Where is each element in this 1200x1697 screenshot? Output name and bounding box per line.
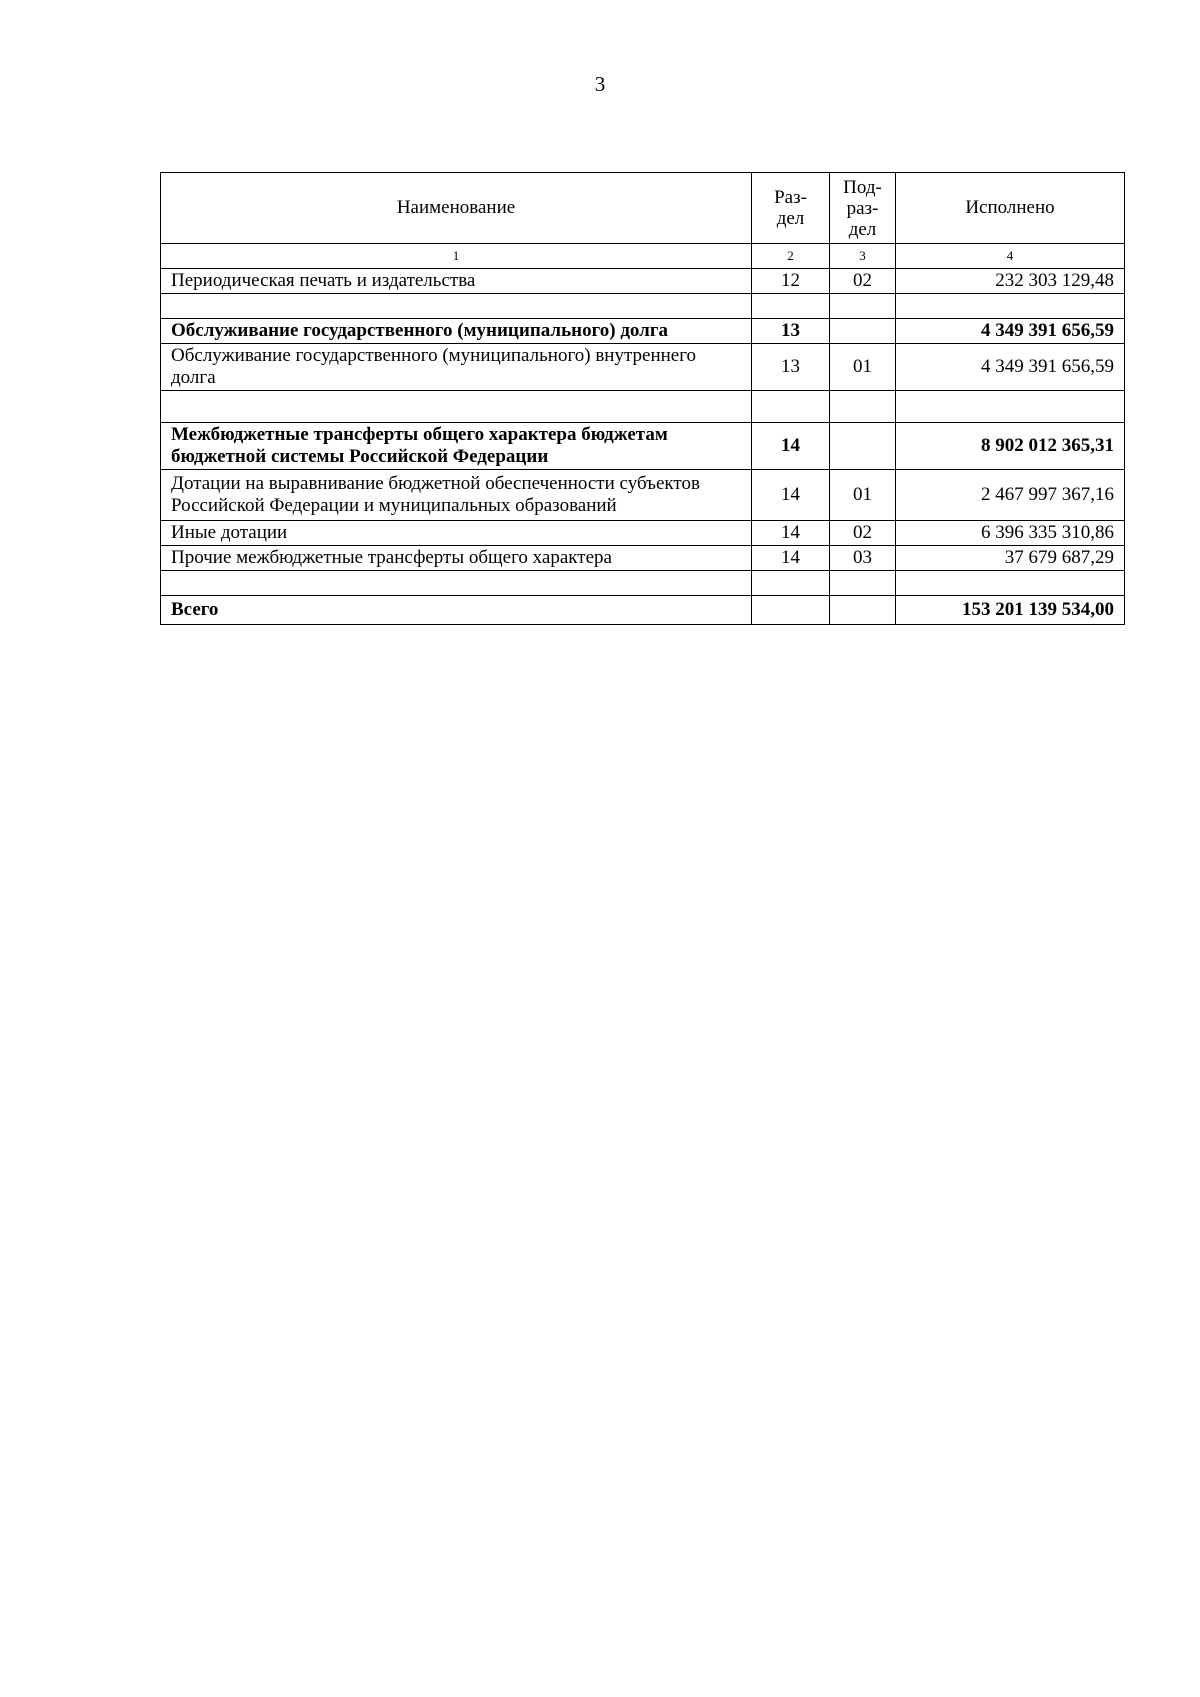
empty-cell	[752, 294, 830, 319]
row-amount: 4 349 391 656,59	[896, 344, 1125, 391]
row-razdel: 14	[752, 521, 830, 546]
empty-cell	[161, 294, 752, 319]
column-number: 3	[830, 244, 896, 269]
header-name: Наименование	[161, 173, 752, 244]
table-row	[161, 344, 1125, 391]
empty-row	[161, 294, 1125, 319]
header-razdel-line2: дел	[776, 208, 805, 229]
row-name: Межбюджетные трансферты общего характера бюджетам бюджетной системы Российской Федерации	[161, 423, 752, 470]
row-podrazdel: 01	[830, 344, 896, 391]
row-razdel: 13	[752, 319, 830, 344]
row-name: Обслуживание государственного (муниципального) внутреннего долга	[161, 344, 752, 391]
table-row-section	[161, 423, 1125, 470]
row-podrazdel: 02	[830, 521, 896, 546]
header-podrazdel-line3: дел	[848, 218, 877, 240]
row-razdel: 14	[752, 470, 830, 521]
row-name: Иные дотации	[161, 521, 752, 546]
empty-row	[161, 391, 1125, 423]
row-amount: 232 303 129,48	[896, 269, 1125, 294]
row-amount: 6 396 335 310,86	[896, 521, 1125, 546]
row-amount: 8 902 012 365,31	[896, 423, 1125, 470]
header-podrazdel	[830, 173, 896, 244]
column-number: 4	[896, 244, 1125, 269]
row-podrazdel: 01	[830, 470, 896, 521]
row-razdel: 13	[752, 344, 830, 391]
empty-cell	[830, 571, 896, 596]
table-row	[161, 521, 1125, 546]
total-amount: 153 201 139 534,00	[896, 596, 1125, 625]
header-razdel-line1: Раз-	[774, 187, 807, 208]
column-number: 2	[752, 244, 830, 269]
row-podrazdel	[830, 319, 896, 344]
empty-cell	[752, 596, 830, 625]
empty-cell	[830, 596, 896, 625]
row-razdel: 12	[752, 269, 830, 294]
header-podrazdel-line1: Под-	[843, 176, 882, 198]
header-amount: Исполнено	[896, 173, 1125, 244]
table-row-section	[161, 319, 1125, 344]
total-label: Всего	[161, 596, 752, 625]
table-row	[161, 546, 1125, 571]
table-row	[161, 269, 1125, 294]
row-razdel: 14	[752, 546, 830, 571]
total-row	[161, 596, 1125, 625]
row-name: Дотации на выравнивание бюджетной обеспеченности субъектов Российской Федерации и муниципальных образований	[161, 470, 752, 521]
page-number: 3	[594, 72, 606, 96]
column-number: 1	[161, 244, 752, 269]
row-amount: 4 349 391 656,59	[896, 319, 1125, 344]
row-amount: 37 679 687,29	[896, 546, 1125, 571]
header-podrazdel-line2: раз-	[846, 197, 879, 219]
table-row	[161, 470, 1125, 521]
row-name: Прочие межбюджетные трансферты общего характера	[161, 546, 752, 571]
empty-cell	[896, 391, 1125, 423]
empty-cell	[752, 571, 830, 596]
column-number-row	[161, 244, 1125, 269]
empty-cell	[830, 294, 896, 319]
budget-execution-table	[160, 172, 1125, 625]
empty-row	[161, 571, 1125, 596]
header-razdel	[752, 173, 830, 244]
empty-cell	[896, 294, 1125, 319]
row-podrazdel	[830, 423, 896, 470]
row-name: Периодическая печать и издательства	[161, 269, 752, 294]
empty-cell	[752, 391, 830, 423]
row-amount: 2 467 997 367,16	[896, 470, 1125, 521]
row-podrazdel: 03	[830, 546, 896, 571]
row-name: Обслуживание государственного (муниципального) долга	[161, 319, 752, 344]
row-razdel: 14	[752, 423, 830, 470]
empty-cell	[161, 391, 752, 423]
empty-cell	[830, 391, 896, 423]
empty-cell	[161, 571, 752, 596]
empty-cell	[896, 571, 1125, 596]
table-header-row	[161, 173, 1125, 244]
row-podrazdel: 02	[830, 269, 896, 294]
